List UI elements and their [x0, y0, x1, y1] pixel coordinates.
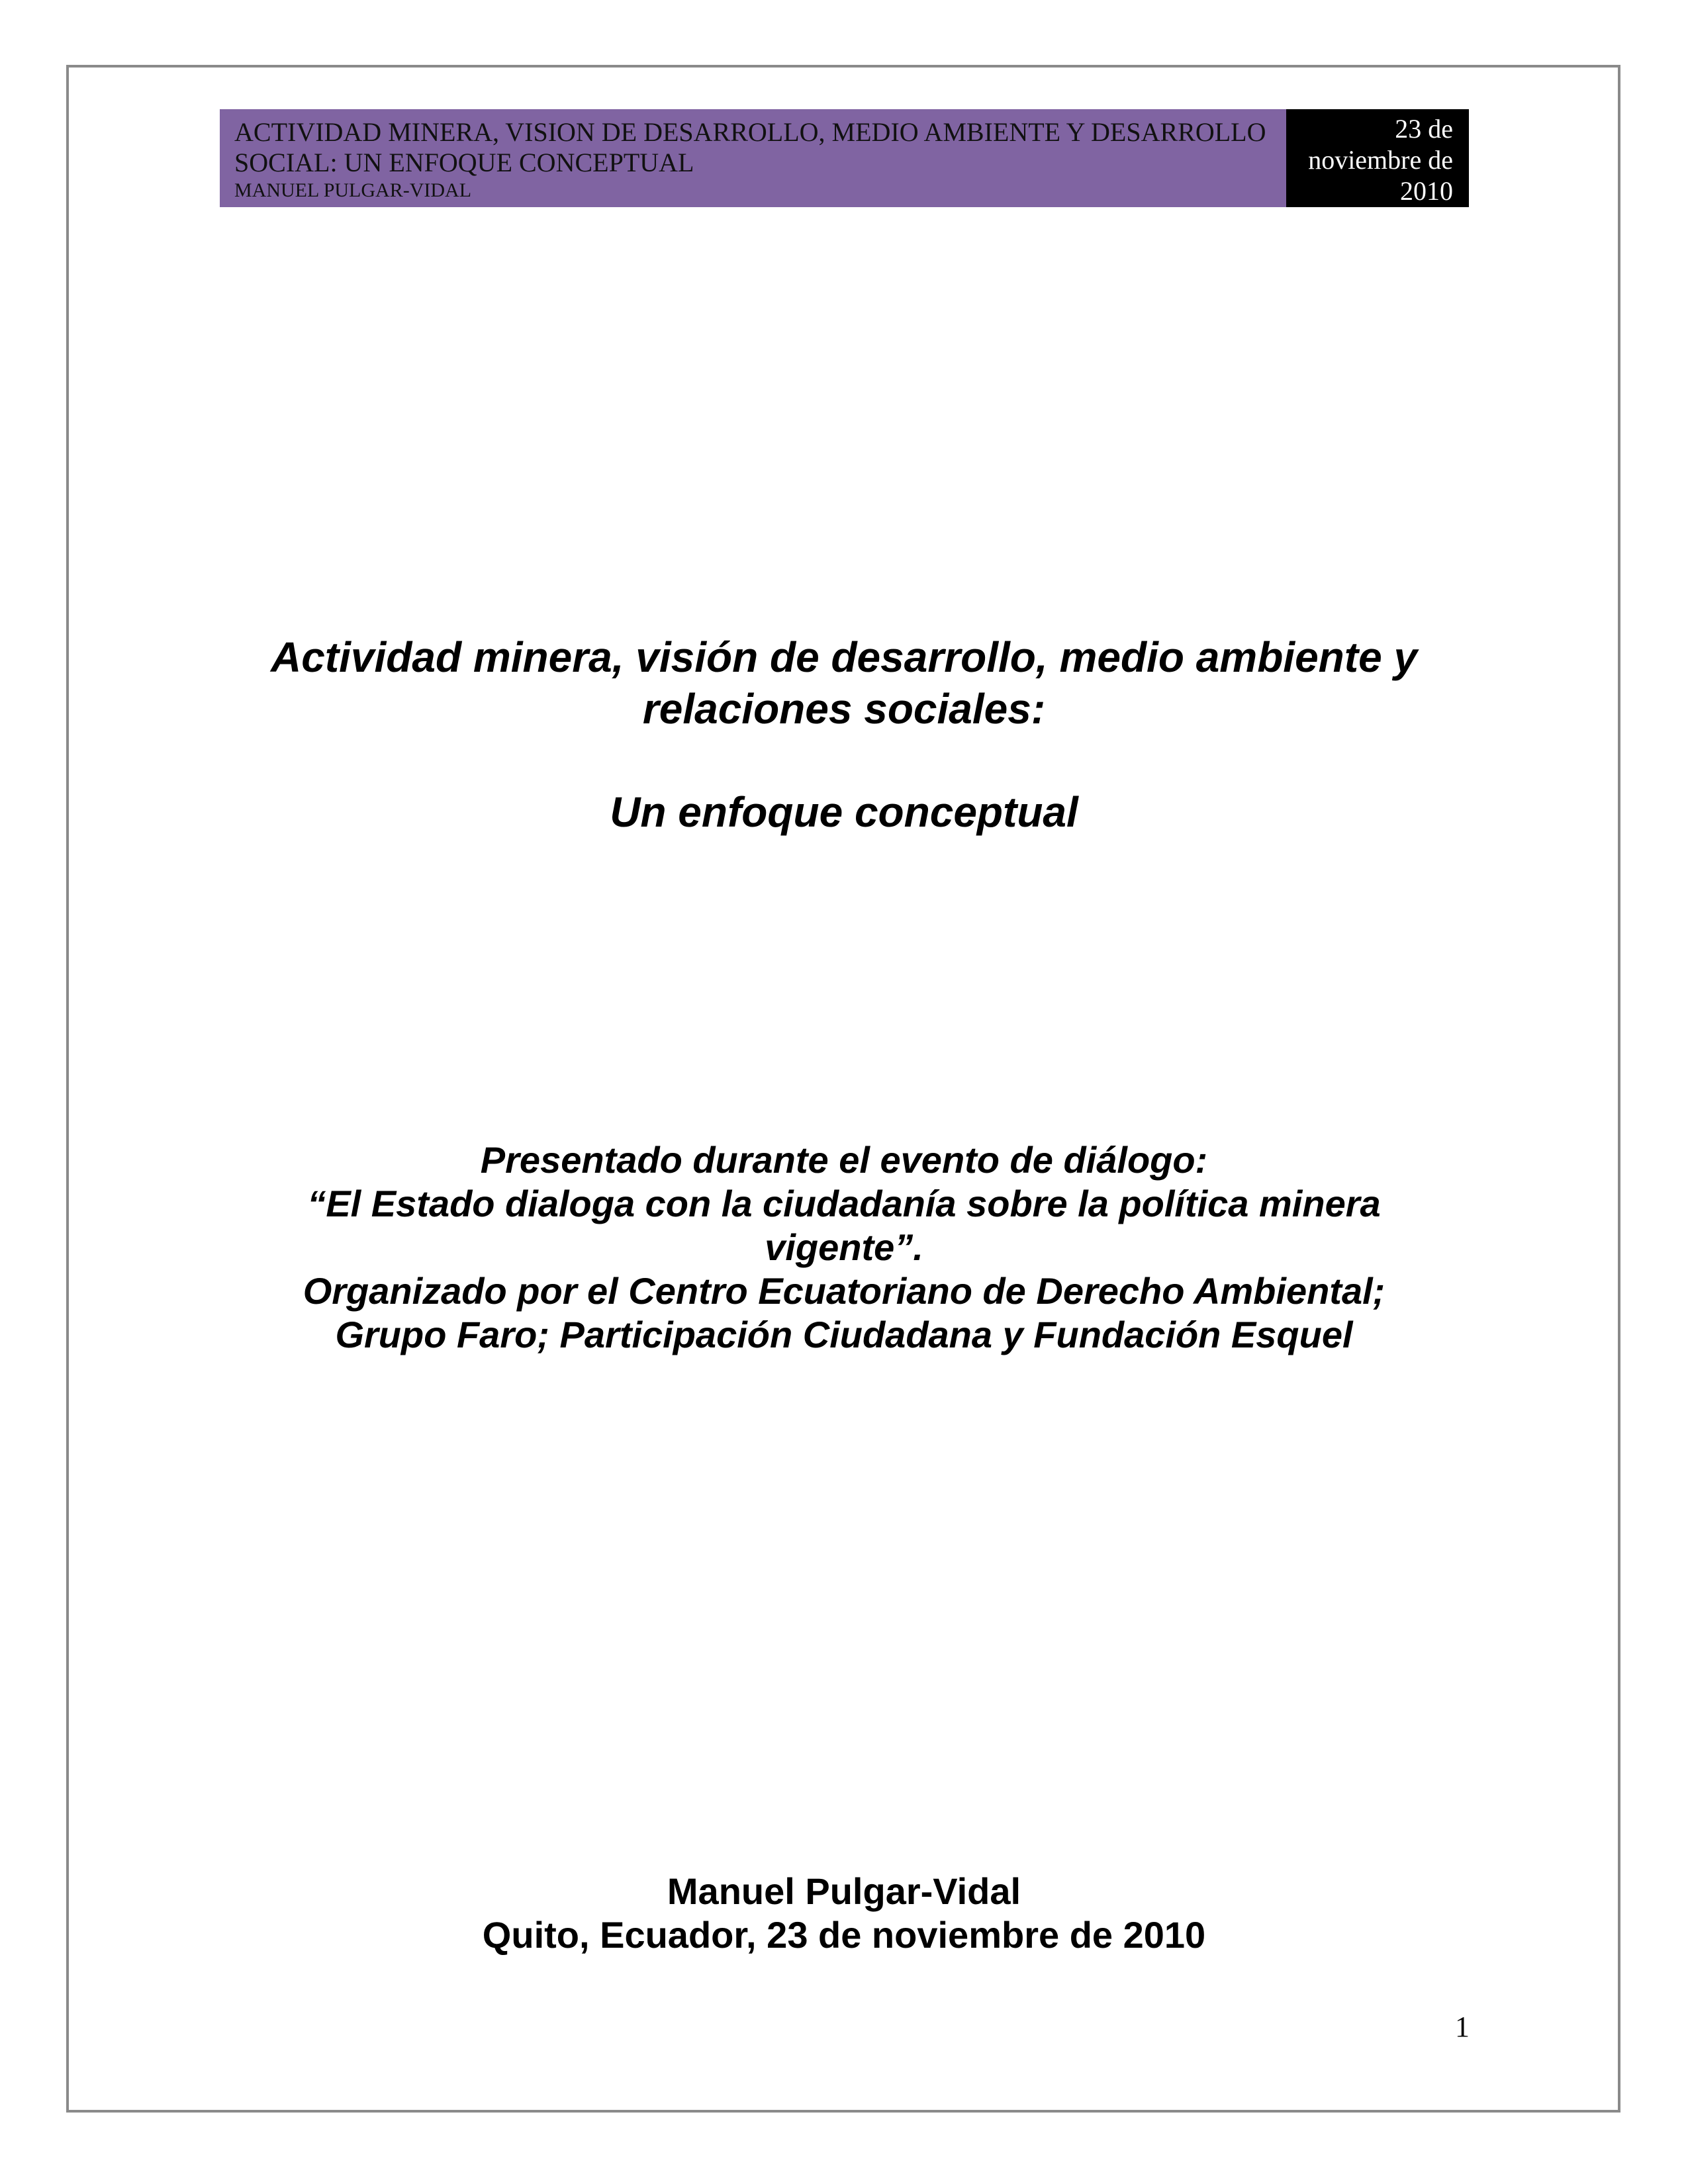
- place-date: Quito, Ecuador, 23 de noviembre de 2010: [482, 1914, 1206, 1956]
- author-block: [199, 1870, 1489, 1957]
- author-name: Manuel Pulgar-Vidal: [667, 1870, 1021, 1912]
- page-border: [66, 65, 1620, 2113]
- header-date: [1286, 109, 1469, 207]
- header-date-day: 23 de: [1395, 114, 1453, 144]
- event-line-1: “El Estado dialoga con la ciudadanía sobre la política minera: [307, 1183, 1381, 1224]
- header-date-month: noviembre de: [1308, 145, 1453, 175]
- event-line-2: vigente”.: [765, 1226, 923, 1268]
- document-title: Actividad minera, visión de desarrollo, medio ambiente y relaciones sociales:: [270, 633, 1418, 733]
- presented-line: Presentado durante el evento de diálogo:: [480, 1139, 1208, 1181]
- organized-line-2: Grupo Faro; Participación Ciudadana y Fundación Esquel: [335, 1314, 1353, 1355]
- header-title: ACTIVIDAD MINERA, VISION DE DESARROLLO, MEDIO AMBIENTE Y DESARROLLO SOCIAL: UN ENFOQUE CONCEPTUAL: [234, 117, 1266, 177]
- header-date-year: 2010: [1400, 176, 1453, 206]
- organized-line-1: Organizado por el Centro Ecuatoriano de Derecho Ambiental;: [303, 1270, 1385, 1312]
- document-subtitle: Un enfoque conceptual: [610, 788, 1078, 836]
- page-number: 1: [1455, 2011, 1470, 2043]
- running-header: [220, 109, 1469, 207]
- presentation-note: [218, 1138, 1470, 1357]
- header-author: MANUEL PULGAR-VIDAL: [234, 179, 472, 201]
